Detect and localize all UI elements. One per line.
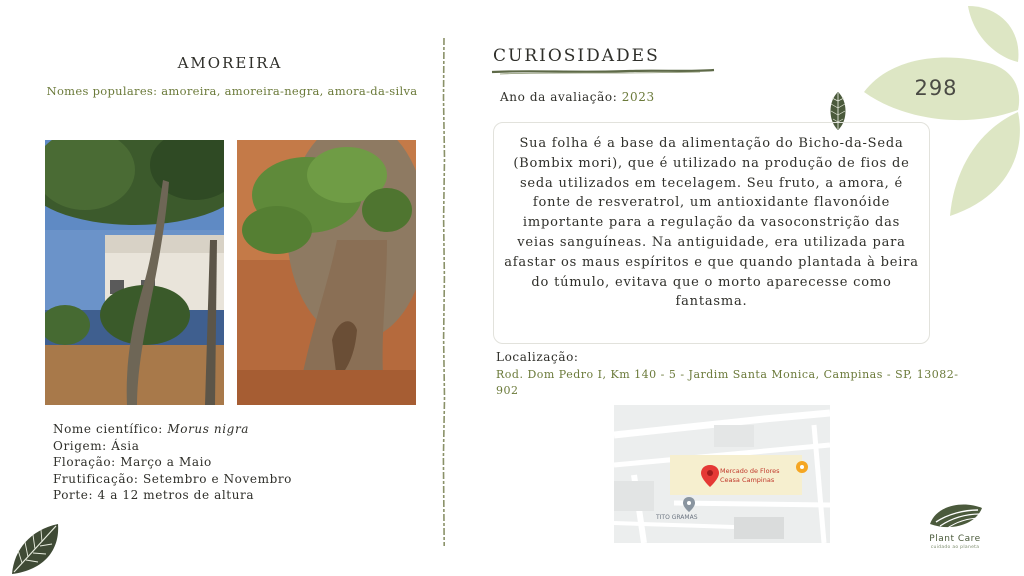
title-underline: [490, 67, 716, 76]
origin-row: Origem: Ásia: [53, 438, 140, 453]
poi-marker-icon[interactable]: [796, 461, 808, 473]
plant-care-logo-icon: [926, 500, 984, 534]
scientific-name: Morus nigra: [167, 422, 250, 436]
popular-names: [34, 84, 430, 99]
map-pin-label-2: Ceasa Campinas: [720, 476, 775, 484]
eval-label: Ano da avaliação:: [500, 90, 618, 104]
size-row: Porte: 4 a 12 metros de altura: [53, 488, 255, 503]
flowering-value: Março a Maio: [120, 455, 212, 470]
evaluation-year: [500, 90, 655, 104]
popular-names-value: amoreira, amoreira-negra, amora-da-silva: [161, 84, 418, 98]
brand-tagline: cuidado ao planeta: [930, 545, 980, 550]
origin-value: Ásia: [111, 438, 140, 453]
fruiting-row: Frutificação: Setembro e Novembro: [53, 471, 293, 486]
scientific-name-row: Nome científico: Morus nigra: [53, 422, 250, 436]
plant-info: [53, 421, 423, 504]
tree-photo-2: [237, 140, 416, 405]
map-pin-label-1: Mercado de Flores: [720, 467, 780, 475]
leaf-icon: [8, 520, 64, 576]
tree-photo-1: [45, 140, 224, 405]
location-address: Rod. Dom Pedro I, Km 140 - 5 - Jardim Santa Monica, Campinas - SP, 13082-902: [496, 368, 959, 397]
fruiting-value: Setembro e Novembro: [142, 471, 293, 486]
location-label: Localização:: [496, 350, 579, 364]
curiosities-title: CURIOSIDADES: [493, 46, 660, 66]
size-value: 4 a 12 metros de altura: [97, 488, 255, 503]
column-divider: [436, 38, 452, 546]
map-poi-label: TITO GRAMAS: [656, 514, 698, 521]
curiosity-description: Sua folha é a base da alimentação do Bicho-da-Seda (Bombix mori), que é utilizado na produção de fios de seda utilizados em tecelagem. Seu fruto, a amora, é fonte de resveratrol, um antioxidante flavonóide importante para a regulação da vasoconstrição das veias sanguíneas. Na antiguidade, era utilizada para afastar os maus espíritos e que quando plantada à beira do túmulo, evitava que o morto aparecesse como fantasma.: [504, 136, 919, 310]
brand-name: Plant Care: [929, 534, 981, 544]
flowering-row: Floração: Março a Maio: [53, 455, 212, 470]
plant-title: AMOREIRA: [177, 54, 283, 72]
page-number: 298: [914, 76, 958, 100]
location-map[interactable]: [614, 405, 830, 543]
popular-names-label: Nomes populares:: [46, 84, 158, 98]
eval-value: 2023: [621, 90, 655, 104]
